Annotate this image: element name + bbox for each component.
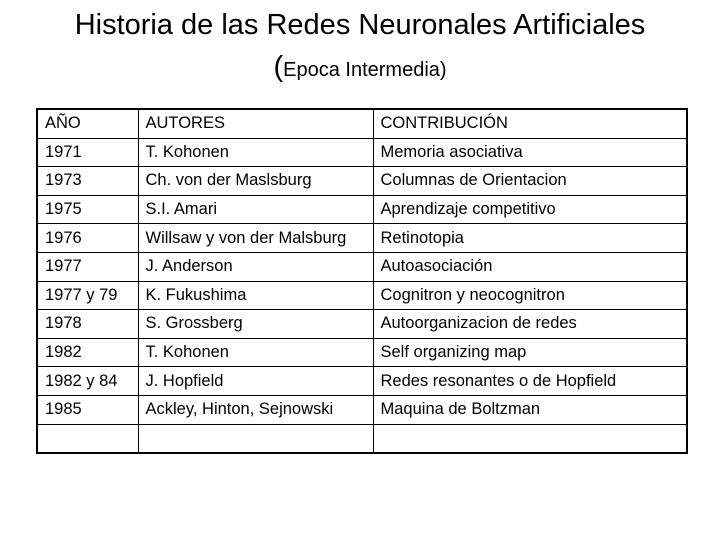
cell-year: 1971 bbox=[37, 138, 138, 167]
table-row-empty bbox=[37, 424, 687, 453]
table-row bbox=[37, 252, 687, 281]
table-row bbox=[37, 281, 687, 310]
cell-authors: Willsaw y von der Malsburg bbox=[138, 224, 373, 253]
history-table bbox=[36, 108, 688, 454]
cell-contribution: Maquina de Boltzman bbox=[373, 395, 687, 424]
cell-year bbox=[37, 424, 138, 453]
cell-authors: T. Kohonen bbox=[138, 138, 373, 167]
cell-year: 1975 bbox=[37, 195, 138, 224]
cell-authors: S.I. Amari bbox=[138, 195, 373, 224]
cell-authors: K. Fukushima bbox=[138, 281, 373, 310]
cell-authors: Ackley, Hinton, Sejnowski bbox=[138, 395, 373, 424]
cell-year: 1978 bbox=[37, 310, 138, 339]
header-year: AÑO bbox=[37, 109, 138, 138]
cell-authors bbox=[138, 424, 373, 453]
table-row bbox=[37, 395, 687, 424]
cell-authors: J. Anderson bbox=[138, 252, 373, 281]
title-line-1: Historia de las Redes Neuronales Artificiales bbox=[74, 9, 646, 41]
cell-contribution: Cognitron y neocognitron bbox=[373, 281, 687, 310]
cell-contribution: Autoorganizacion de redes bbox=[373, 310, 687, 339]
cell-year: 1977 y 79 bbox=[37, 281, 138, 310]
cell-authors: T. Kohonen bbox=[138, 338, 373, 367]
cell-authors: S. Grossberg bbox=[138, 310, 373, 339]
cell-contribution: Columnas de Orientacion bbox=[373, 167, 687, 196]
title-subtitle: Epoca Intermedia) bbox=[283, 59, 447, 81]
cell-year: 1976 bbox=[37, 224, 138, 253]
cell-authors: J. Hopfield bbox=[138, 367, 373, 396]
cell-year: 1973 bbox=[37, 167, 138, 196]
header-contribution: CONTRIBUCIÓN bbox=[373, 109, 687, 138]
slide-title bbox=[0, 6, 720, 91]
table-row bbox=[37, 310, 687, 339]
cell-contribution: Autoasociación bbox=[373, 252, 687, 281]
table-row bbox=[37, 338, 687, 367]
title-paren: ( bbox=[273, 51, 284, 83]
cell-contribution: Memoria asociativa bbox=[373, 138, 687, 167]
cell-contribution: Redes resonantes o de Hopfield bbox=[373, 367, 687, 396]
table-row bbox=[37, 167, 687, 196]
cell-contribution bbox=[373, 424, 687, 453]
header-authors: AUTORES bbox=[138, 109, 373, 138]
cell-contribution: Retinotopia bbox=[373, 224, 687, 253]
cell-year: 1982 y 84 bbox=[37, 367, 138, 396]
table-header-row bbox=[37, 109, 687, 138]
cell-contribution: Aprendizaje competitivo bbox=[373, 195, 687, 224]
cell-authors: Ch. von der Maslsburg bbox=[138, 167, 373, 196]
table-row bbox=[37, 224, 687, 253]
table-row bbox=[37, 367, 687, 396]
cell-contribution: Self organizing map bbox=[373, 338, 687, 367]
cell-year: 1977 bbox=[37, 252, 138, 281]
table-row bbox=[37, 195, 687, 224]
cell-year: 1985 bbox=[37, 395, 138, 424]
table-row bbox=[37, 138, 687, 167]
title-line-2 bbox=[0, 48, 720, 91]
cell-year: 1982 bbox=[37, 338, 138, 367]
